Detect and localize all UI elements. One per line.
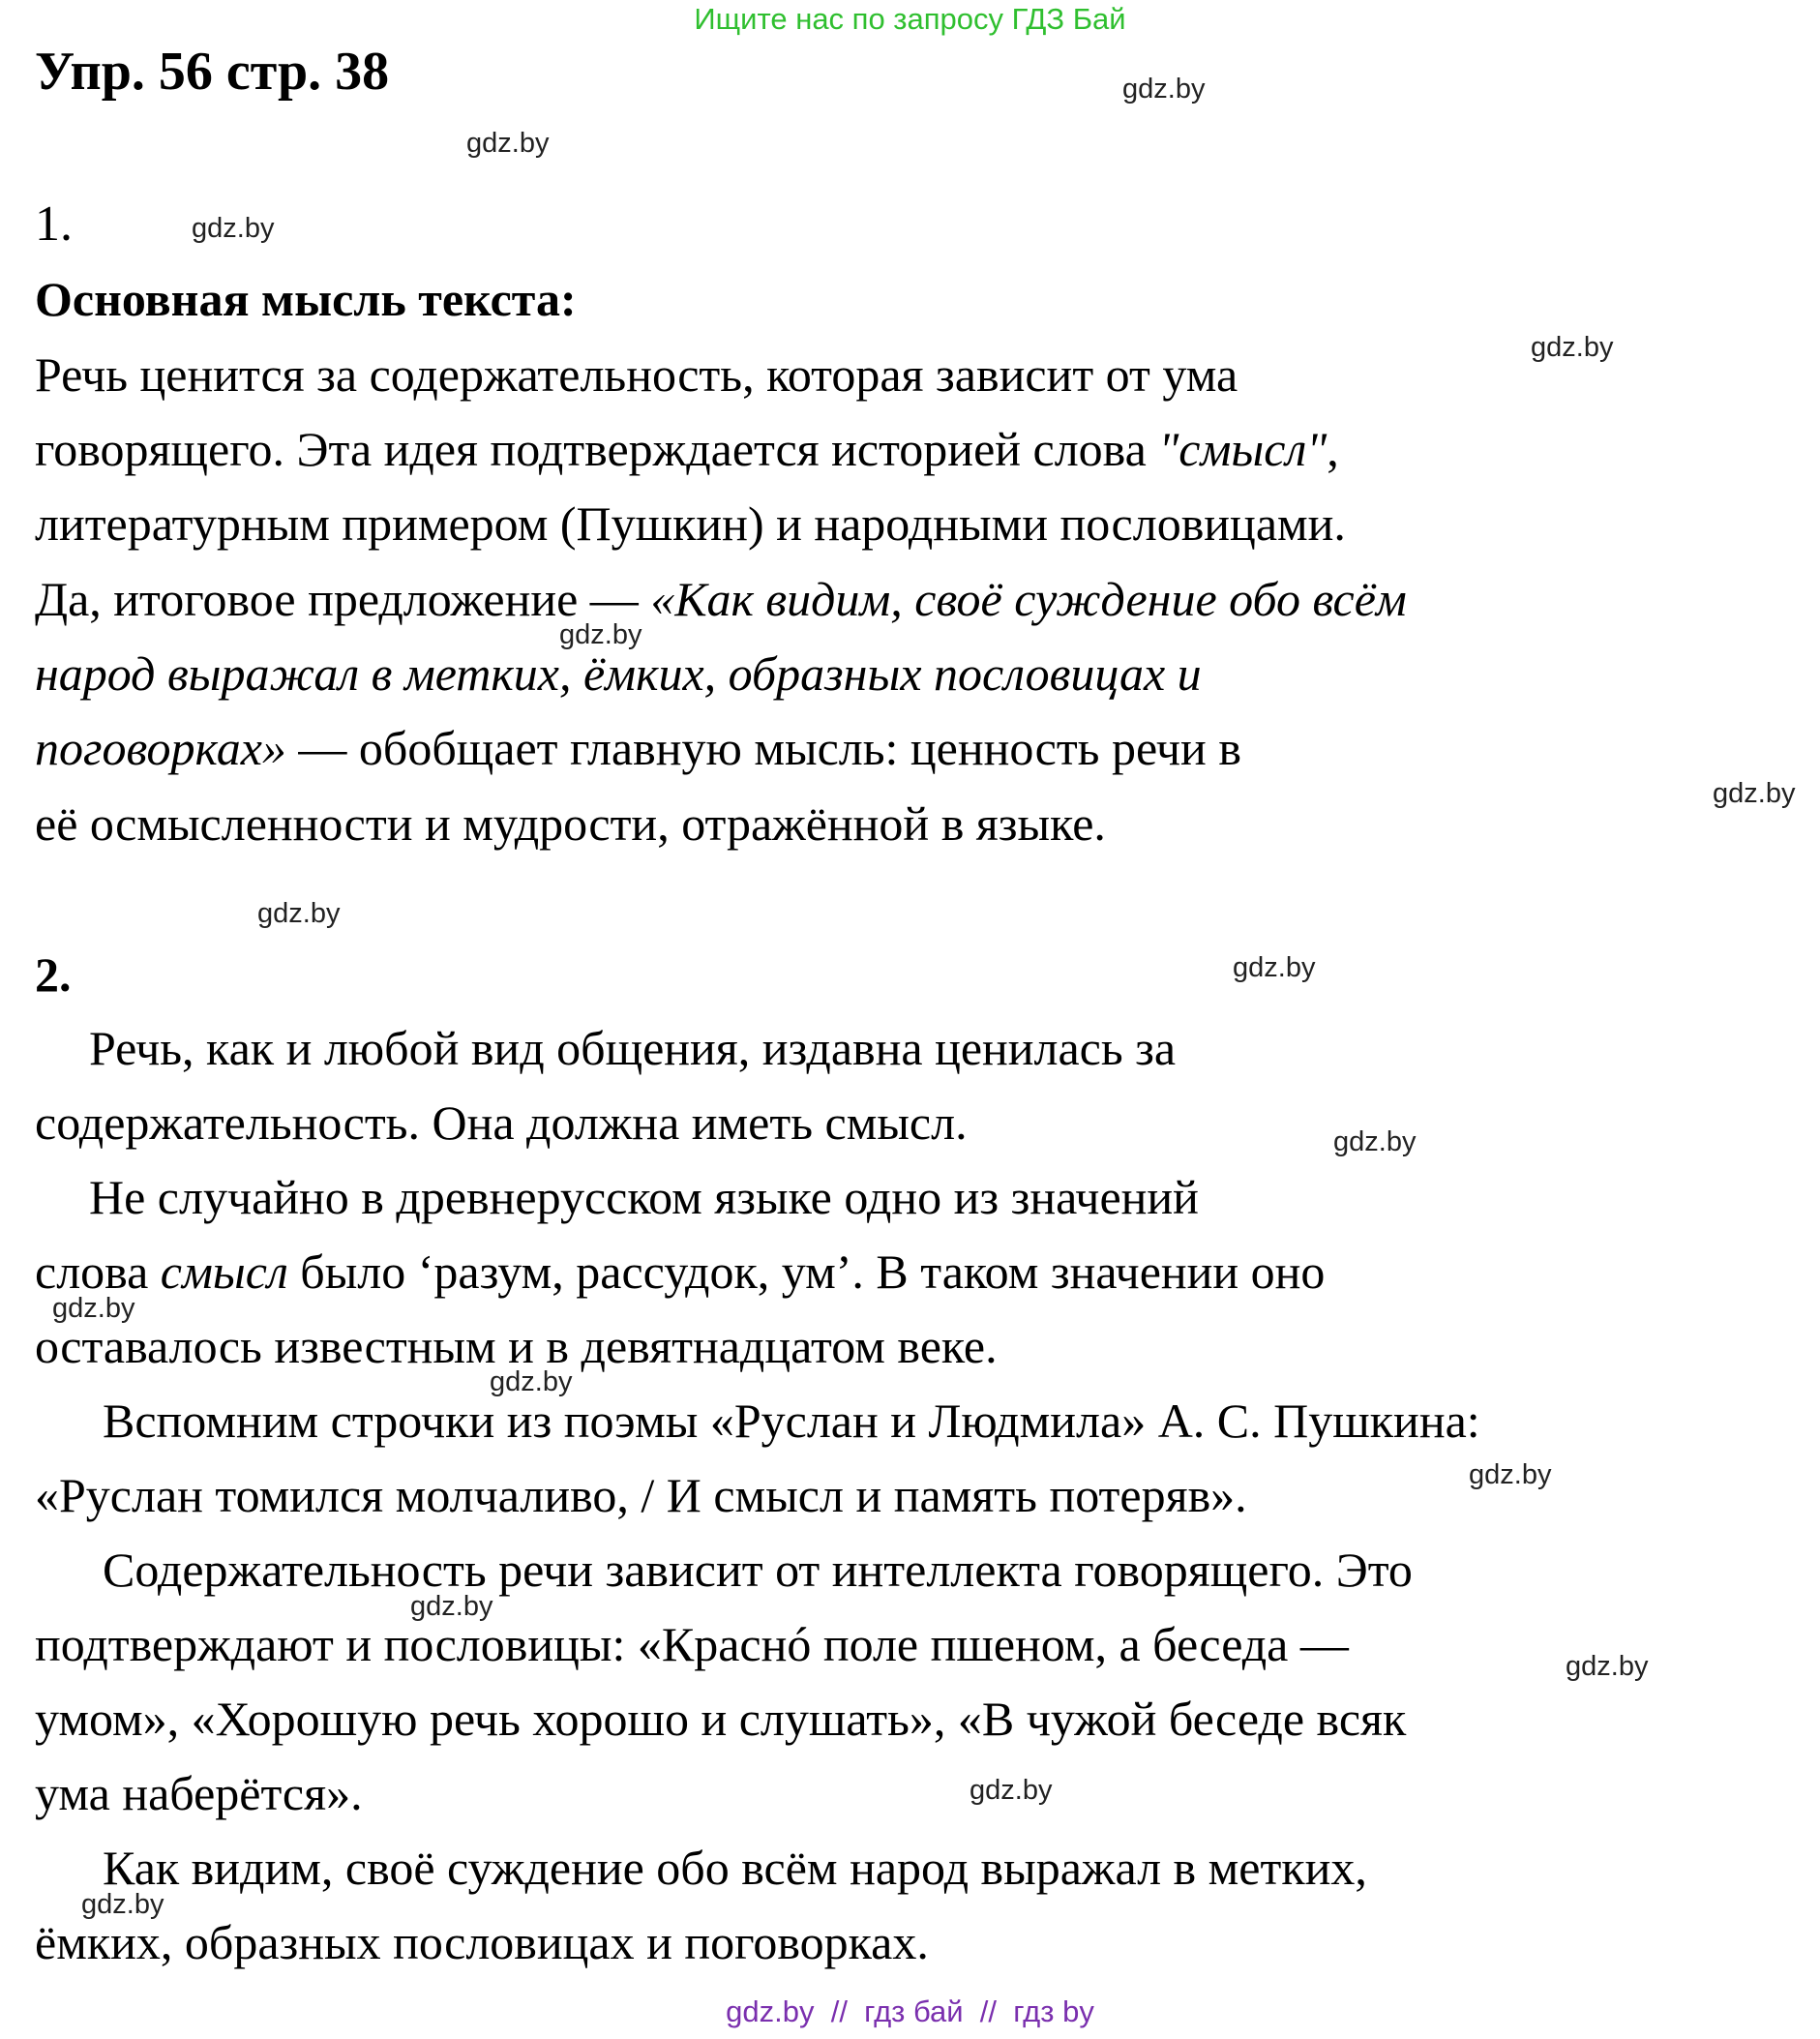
watermark: gdz.by — [81, 1889, 164, 1920]
text-line: ума наберётся». — [35, 1766, 363, 1820]
watermark: gdz.by — [1469, 1459, 1552, 1490]
text-line: Речь ценится за содержательность, которая зависит от ума — [35, 347, 1238, 402]
text-run: говорящего. Эта идея подтверждается историей слова — [35, 422, 1159, 476]
watermark: gdz.by — [1566, 1651, 1649, 1682]
page-title: Упр. 56 стр. 38 — [35, 42, 390, 102]
text-line: Вспомним строчки из поэмы «Руслан и Людмила» А. С. Пушкина: — [103, 1394, 1480, 1448]
text-line: Речь, как и любой вид общения, издавна ценилась за — [89, 1021, 1177, 1075]
watermark: gdz.by — [559, 619, 642, 650]
watermark: gdz.by — [410, 1591, 493, 1622]
watermark: gdz.by — [1531, 332, 1614, 363]
text-run: Да, итоговое предложение — — [35, 572, 651, 626]
watermark: gdz.by — [490, 1366, 573, 1397]
text-line — [35, 571, 1407, 627]
watermark: gdz.by — [52, 1293, 135, 1324]
section-1-heading: Основная мысль текста: — [35, 272, 577, 326]
italic-run: "смысл" — [1158, 422, 1328, 476]
watermark: gdz.by — [1333, 1126, 1417, 1157]
footer: gdz.by // гдз бай // гдз by — [726, 1994, 1094, 2028]
text-line: ёмких, образных пословицах и поговорках. — [35, 1915, 929, 1969]
text-line: умом», «Хорошую речь хорошо и слушать», «В чужой беседе всяк — [35, 1692, 1407, 1746]
text-line: литературным примером (Пушкин) и народными пословицами. — [35, 496, 1346, 551]
watermark: gdz.by — [466, 128, 550, 159]
text-run: было ‘разум, рассудок, ум’. В таком значении оно — [287, 1244, 1326, 1299]
text-run: , — [1327, 422, 1339, 476]
text-run: слова — [35, 1244, 161, 1299]
section-1-number: 1. — [35, 196, 73, 252]
italic-run: смысл — [160, 1244, 288, 1299]
text-line: оставалось известным и в девятнадцатом веке. — [35, 1319, 998, 1373]
text-line: подтверждают и пословицы: «Краснó поле пшеном, а беседа — — [35, 1617, 1349, 1671]
text-run: — обобщает главную мысль: ценность речи в — [285, 721, 1241, 775]
watermark: gdz.by — [192, 213, 275, 244]
text-line: Содержательность речи зависит от интеллекта говорящего. Это — [103, 1543, 1413, 1597]
watermark: gdz.by — [1122, 74, 1206, 105]
watermark: gdz.by — [1713, 778, 1796, 809]
text-line: Не случайно в древнерусском языке одно из значений — [89, 1170, 1199, 1224]
section-2-number: 2. — [35, 947, 72, 1002]
text-line: содержательность. Она должна иметь смысл. — [35, 1095, 968, 1150]
watermark: gdz.by — [970, 1775, 1053, 1806]
watermark: gdz.by — [1233, 952, 1316, 983]
text-line — [35, 1244, 1325, 1300]
watermark: gdz.by — [257, 898, 341, 929]
italic-run: поговорках» — [35, 721, 286, 775]
text-line: Как видим, своё суждение обо всём народ выражал в метких, — [103, 1841, 1367, 1895]
text-line: народ выражал в метких, ёмких, образных пословицах и — [35, 646, 1202, 701]
text-line — [35, 421, 1339, 477]
italic-run: «Как видим, своё суждение обо всём — [650, 572, 1407, 626]
text-line: «Руслан томился молчаливо, / И смысл и память потеряв». — [35, 1468, 1247, 1522]
text-line: её осмысленности и мудрости, отражённой в языке. — [35, 796, 1106, 851]
top-banner: Ищите нас по запросу ГДЗ Бай — [694, 2, 1126, 36]
text-line — [35, 720, 1241, 776]
